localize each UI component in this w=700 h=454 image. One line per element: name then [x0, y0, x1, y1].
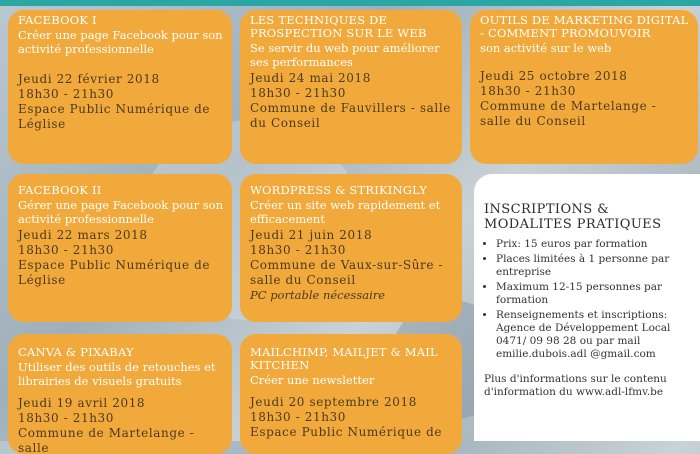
info-item: • Renseignements et inscriptions: Agence de Développement Local 0471/ 09 98 28 ou par mail emilie.dubois.adl @gmail.com — [496, 309, 694, 361]
card-time: 18h30 - 21h30 — [18, 243, 115, 257]
card-subtitle: Créer une newsletter — [250, 373, 375, 387]
card-note: PC portable nécessaire — [250, 288, 386, 302]
workshop-card — [240, 334, 462, 454]
card-date: Jeudi 24 mai 2018 — [250, 71, 371, 85]
card-title: MAILCHIMP, MAILJET & MAIL KITCHEN — [250, 345, 438, 372]
card-subtitle: Gérer une page Facebook pour son activité professionnelle — [18, 198, 223, 226]
workshop-card — [8, 10, 232, 164]
card-subtitle: Utiliser des outils de retouches et librairies de visuels gratuits — [18, 360, 216, 388]
card-place: Commune de Martelange - salle du Conseil — [480, 99, 657, 128]
card-time: 18h30 - 21h30 — [250, 243, 347, 257]
card-title: CANVA & PIXABAY — [18, 345, 134, 359]
more-info-text: Plus d'informations sur le contenu d'information du www.adl-lfmv.be — [484, 373, 667, 398]
card-place: Commune de Fauvillers - salle du Conseil — [250, 101, 451, 130]
workshop-card — [240, 174, 462, 322]
card-subtitle: Créer un site web rapidement et efficacement — [250, 198, 441, 226]
card-title: FACEBOOK I — [18, 13, 97, 27]
card-place: Commune de Martelange - salle — [18, 426, 195, 454]
card-time: 18h30 - 21h30 — [18, 411, 115, 425]
card-title: WORDPRESS & STRIKINGLY — [250, 183, 428, 197]
workshop-card — [8, 174, 232, 322]
card-date: Jeudi 22 février 2018 — [18, 72, 160, 86]
card-place: Commune de Vaux-sur-Sûre - salle du Conseil — [250, 258, 444, 287]
registration-info-panel — [474, 174, 700, 441]
card-title: OUTILS DE MARKETING DIGITAL - COMMENT PROMOUVOIR — [480, 13, 689, 40]
card-time: 18h30 - 21h30 — [480, 84, 577, 98]
card-subtitle: Créer une page Facebook pour son activité professionnelle — [18, 28, 223, 56]
workshop-card — [470, 10, 698, 164]
card-title: FACEBOOK II — [18, 183, 102, 197]
card-subtitle: son activité sur le web — [480, 41, 612, 55]
card-subtitle: Se servir du web pour améliorer ses performances — [250, 41, 440, 69]
card-place: Espace Public Numérique de Léglise — [18, 258, 211, 287]
card-time: 18h30 - 21h30 — [18, 87, 115, 101]
card-date: Jeudi 25 octobre 2018 — [480, 69, 628, 83]
info-heading-line-2: MODALITES PRATIQUES — [484, 217, 662, 232]
info-item: • Prix: 15 euros par formation — [496, 238, 694, 251]
card-time: 18h30 - 21h30 — [250, 86, 347, 100]
info-item: • Places limitées à 1 personne par entreprise — [496, 253, 694, 279]
card-date: Jeudi 21 juin 2018 — [250, 228, 373, 242]
info-list — [484, 238, 694, 361]
info-heading-line-1: INSCRIPTIONS & — [484, 202, 610, 217]
card-time: 18h30 - 21h30 — [250, 410, 347, 424]
card-place: Espace Public Numérique de — [250, 425, 443, 439]
workshop-card — [8, 334, 232, 454]
card-date: Jeudi 20 septembre 2018 — [250, 395, 417, 409]
card-date: Jeudi 22 mars 2018 — [18, 228, 148, 242]
workshop-card — [240, 10, 462, 164]
info-item: • Maximum 12-15 personnes par formation — [496, 281, 694, 307]
card-title: LES TECHNIQUES DE PROSPECTION SUR LE WEB — [250, 13, 427, 40]
card-place: Espace Public Numérique de Léglise — [18, 102, 211, 131]
top-accent-bar — [0, 0, 700, 6]
card-date: Jeudi 19 avril 2018 — [18, 396, 146, 410]
